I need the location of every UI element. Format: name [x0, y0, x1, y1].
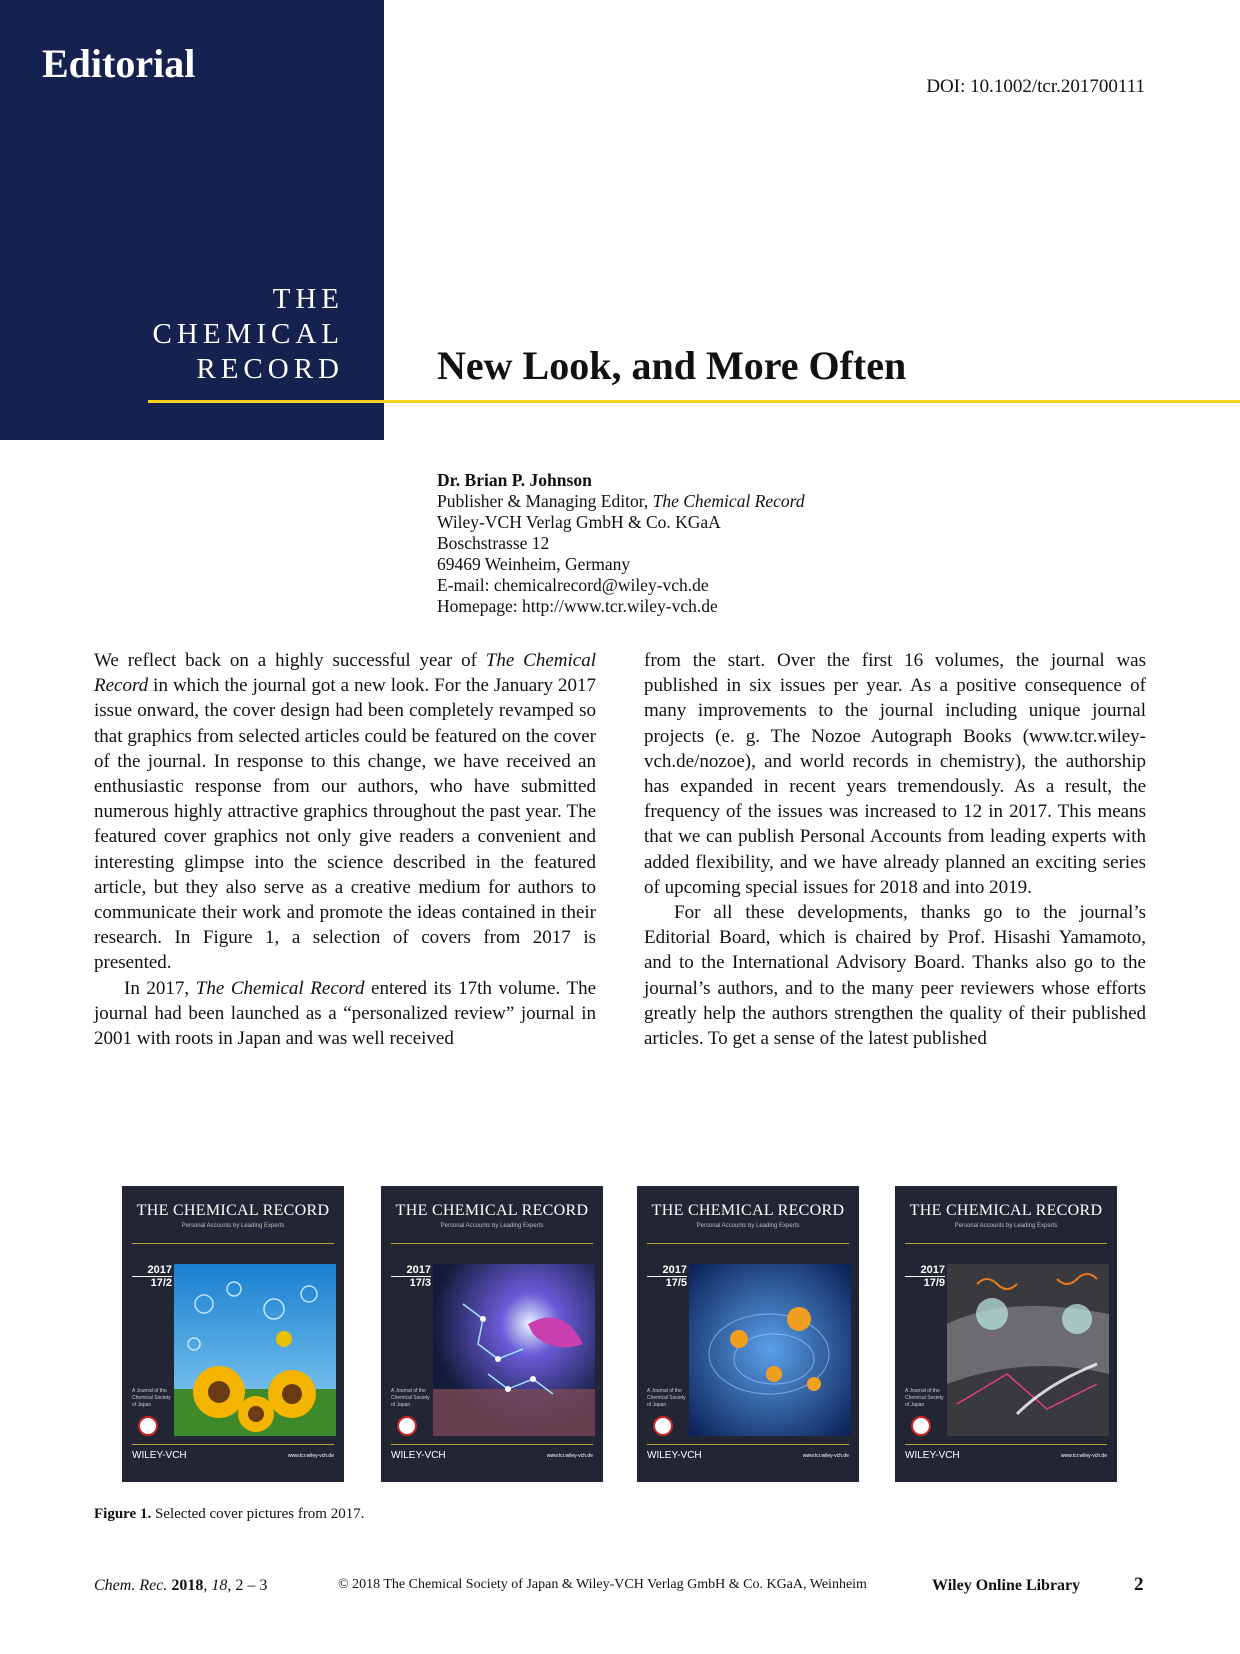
cover-rule — [647, 1243, 849, 1244]
cover-image — [122, 1186, 344, 1482]
author-affiliation: Wiley-VCH Verlag GmbH & Co. KGaA — [437, 512, 721, 532]
journal-name-line: CHEMICAL — [152, 318, 344, 350]
cover-title: THE CHEMICAL RECORD — [136, 1202, 330, 1219]
cover-issue-number: 17/3 — [409, 1277, 431, 1289]
cover-url: www.tcr.wiley-vch.de — [802, 1453, 849, 1459]
cover-rule — [132, 1243, 334, 1244]
paragraph — [94, 648, 596, 976]
cover-subtitle: Personal Accounts by Leading Experts — [181, 1223, 285, 1229]
paragraph: For all these developments, thanks go to the journal’s Editorial Board, which is chaired by Prof. Hisashi Yamamoto, and to the International Advisory Board. Thanks also go to the journal’s authors, and to the many peer reviewers whose efforts greatly help the authors strengthen the quality of their published articles. To get a sense of the latest published — [644, 902, 1146, 1050]
cover-publisher: WILEY-VCH — [905, 1450, 960, 1461]
cover-society: A Journal of the Chemical Society of Japan — [905, 1388, 944, 1408]
page-number: 2 — [1134, 1574, 1144, 1595]
cover-art-nanoparticles — [689, 1264, 851, 1436]
cover-seal-icon — [397, 1416, 417, 1436]
cover-url: www.tcr.wiley-vch.de — [287, 1453, 334, 1459]
cover-image — [895, 1186, 1117, 1482]
cover-art-proteins — [947, 1264, 1109, 1436]
author-role-journal: The Chemical Record — [652, 491, 805, 511]
cover-year: 2017 — [905, 1264, 945, 1277]
cover-seal-icon — [911, 1416, 931, 1436]
cover-title: THE CHEMICAL RECORD — [651, 1202, 845, 1219]
cover-subtitle: Personal Accounts by Leading Experts — [696, 1223, 800, 1229]
cover-url: www.tcr.wiley-vch.de — [1060, 1453, 1107, 1459]
cover-art-sunflowers — [174, 1264, 336, 1436]
cover-image — [637, 1186, 859, 1482]
author-email[interactable]: E-mail: chemicalrecord@wiley-vch.de — [437, 575, 709, 595]
section-label: Editorial — [42, 41, 196, 86]
cover-year: 2017 — [391, 1264, 431, 1277]
cover-rule — [905, 1444, 1107, 1445]
paragraph: from the start. Over the first 16 volumes, the journal was published in six issues per year. As a positive consequence of many improvements to the journal including unique journal projects (e. g. The Nozoe Autograph Books (www.tcr.wiley-vch.de/nozoe), and world records in chemistry), the authorship has expanded in recent years tremendously. As a result, the frequency of the issues was increased to 12 in 2017. This means that we can publish Personal Accounts from leading experts with added flexibility, and we have already planned an exciting series of upcoming special issues for 2018 and into 2019. — [644, 650, 1146, 898]
cover-issue — [132, 1264, 172, 1289]
journal-italic: The Chemical Record — [195, 977, 365, 999]
cover-image — [381, 1186, 603, 1482]
cover-society: A Journal of the Chemical Society of Japan — [647, 1388, 686, 1408]
journal-name-line: RECORD — [196, 353, 344, 385]
footer-journal: Chem. Rec. — [94, 1577, 168, 1594]
cover-issue — [391, 1264, 431, 1289]
cover-url: www.tcr.wiley-vch.de — [546, 1453, 593, 1459]
cover-subtitle: Personal Accounts by Leading Experts — [440, 1223, 544, 1229]
footer-year: 2018 — [171, 1577, 204, 1594]
paragraph — [94, 976, 596, 1052]
caption-text: Selected cover pictures from 2017. — [151, 1506, 365, 1522]
cover-rule — [391, 1243, 593, 1244]
body-column-left — [94, 648, 596, 1051]
cover-issue — [905, 1264, 945, 1289]
cover-rule — [905, 1243, 1107, 1244]
body-column-right — [644, 648, 1146, 1051]
author-city: 69469 Weinheim, Germany — [437, 554, 631, 574]
cover-title: THE CHEMICAL RECORD — [909, 1202, 1103, 1219]
cover-issue-number: 17/9 — [923, 1277, 945, 1289]
cover-rule — [132, 1444, 334, 1445]
cover-subtitle: Personal Accounts by Leading Experts — [954, 1223, 1058, 1229]
author-role-prefix: Publisher & Managing Editor, — [437, 491, 653, 511]
cover-art-molecule — [433, 1264, 595, 1436]
author-street: Boschstrasse 12 — [437, 533, 550, 553]
text: We reflect back on a highly successful year of — [94, 650, 486, 671]
journal-name-line: THE — [272, 283, 344, 315]
cover-rule — [647, 1444, 849, 1445]
cover-rule — [391, 1444, 593, 1445]
header-banner — [0, 0, 384, 440]
cover-seal-icon — [653, 1416, 673, 1436]
text: entered its 17th volume. The journal had been launched as a “personalized review” journal in 2001 with roots in Japan and was well received — [94, 977, 597, 1050]
cover-year: 2017 — [647, 1264, 687, 1277]
divider-line — [148, 400, 1240, 403]
author-block — [437, 470, 805, 617]
cover-society: A Journal of the Chemical Society of Japan — [132, 1388, 171, 1408]
journal-italic: The Chemical Record — [94, 650, 596, 697]
cover-publisher: WILEY-VCH — [647, 1450, 702, 1461]
cover-year: 2017 — [132, 1264, 172, 1277]
caption-label: Figure 1. — [94, 1506, 152, 1522]
text: In 2017, — [124, 977, 196, 999]
footer-pages: , 2 – 3 — [227, 1577, 268, 1594]
article-title: New Look, and More Often — [437, 343, 907, 388]
footer-citation: Chem. Rec. 2018, 18, 2 – 3 — [94, 1577, 268, 1594]
footer-library[interactable]: Wiley Online Library — [932, 1577, 1081, 1594]
cover-society: A Journal of the Chemical Society of Japan — [391, 1388, 430, 1408]
cover-seal-icon — [138, 1416, 158, 1436]
cover-issue-number: 17/2 — [150, 1277, 172, 1289]
text: in which the journal got a new look. For the January 2017 issue onward, the cover design had been completely revamped so that graphics from selected articles could be featured on the cover of the journal. In response to this change, we have received an enthusiastic response from our authors, who have submitted numerous highly attractive graphics throughout the past year. The featured cover graphics not only give readers a convenient and interesting glimpse into the science described in the featured article, but they also serve as a creative medium for authors to communicate their work and promote the ideas contained in their research. In Figure 1, a selection of covers from 2017 is presented. — [94, 675, 596, 974]
author-homepage[interactable]: Homepage: http://www.tcr.wiley-vch.de — [437, 596, 718, 616]
footer-volume: 18 — [211, 1577, 228, 1594]
footer-copyright: © 2018 The Chemical Society of Japan & Wiley-VCH Verlag GmbH & Co. KGaA, Weinheim — [338, 1577, 867, 1592]
figure-caption — [94, 1506, 364, 1523]
cover-title: THE CHEMICAL RECORD — [395, 1202, 589, 1219]
cover-issue — [647, 1264, 687, 1289]
author-name: Dr. Brian P. Johnson — [437, 470, 592, 490]
author-role — [437, 491, 805, 512]
cover-publisher: WILEY-VCH — [391, 1450, 446, 1461]
journal-name — [153, 282, 344, 387]
doi[interactable]: DOI: 10.1002/tcr.201700111 — [926, 76, 1145, 97]
cover-issue-number: 17/5 — [665, 1277, 687, 1289]
cover-publisher: WILEY-VCH — [132, 1450, 187, 1461]
